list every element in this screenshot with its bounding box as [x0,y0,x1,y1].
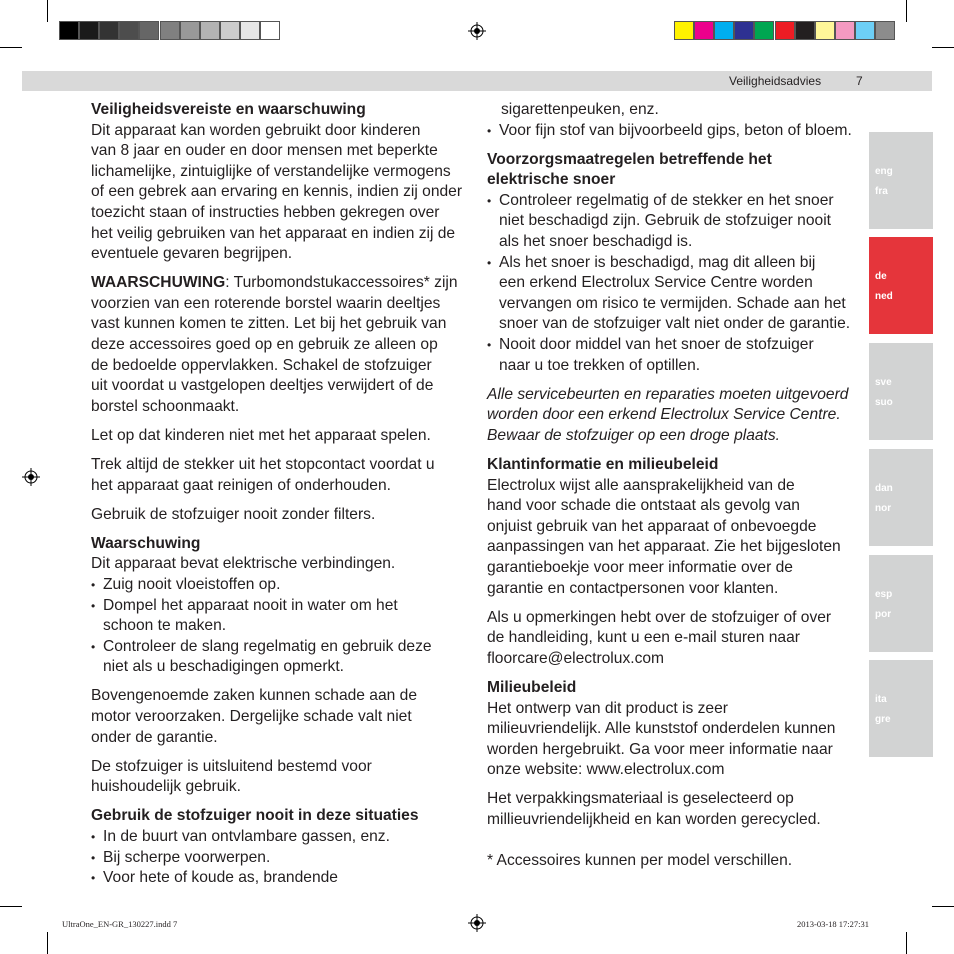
warning-line: deze accessoires goed op en gebruik ze alleen op [91,336,438,354]
language-tab-label: esp [875,589,893,600]
list-item-line: • Nooit door middel van het snoer de stofzuiger [499,336,814,354]
language-tab[interactable] [869,555,933,652]
gray-swatch [220,21,240,40]
language-tab[interactable] [869,449,933,546]
color-swatch [674,21,694,40]
paragraph-damage-line: Bovengenoemde zaken kunnen schade aan de [91,687,417,705]
service-note-line: Alle servicebeurten en reparaties moeten uitgevoerd [487,385,849,403]
gray-swatch [260,21,280,40]
heading-cord-line: Voorzorgsmaatregelen betreffende het [487,150,772,168]
list-item: • Voor fijn stof van bijvoorbeeld gips, beton of bloem. [487,121,867,142]
service-note-line: worden door een erkend Electrolux Service Centre. [487,406,841,424]
list-item-line: • Dompel het apparaat nooit in water om het [103,596,398,614]
paragraph-environment-line: worden hergebruikt. Ga voor meer informatie naar [487,740,833,758]
list-item-line: • Bij scherpe voorwerpen. [103,848,271,866]
language-tab-label: sve [875,377,892,388]
language-tab-label: ned [875,291,893,302]
gray-swatch [79,21,99,40]
language-tab-label: nor [875,503,892,514]
list-item [91,848,471,869]
paragraph-liability-line: hand voor schade die ontstaat als gevolg van [487,497,800,515]
heading-safety: Veiligheidsvereiste en waarschuwing [91,101,366,118]
warning-line: vast kunnen komen te zitten. Let bij het gebruik van [91,315,447,333]
language-tab[interactable] [869,343,933,440]
gray-swatch [99,21,119,40]
warning-line: voorzien van een roterende borstel waarin deeltjes [91,294,441,312]
bullet-list [487,121,867,142]
list-item [91,868,471,889]
heading-environment: Milieubeleid [487,678,577,696]
list-item-line: snoer van de stofzuiger valt niet onder de garantie. [499,315,851,333]
list-item [91,827,471,848]
list-item-line: • Controleer regelmatig of de stekker en het snoer [499,191,834,209]
bullet-list [91,575,471,678]
language-tab-label: ita [875,694,887,705]
crop-mark [932,47,954,48]
crop-mark [932,906,954,907]
paragraph-environment-line: Het ontwerp van dit product is zeer [487,699,728,717]
paragraph-intro-line: van 8 jaar en ouder en door mensen met beperkte [91,142,438,160]
gray-swatch [59,21,79,40]
paragraph-packaging-line: Het verpakkingsmateriaal is geselecteerd op [487,790,794,808]
paragraph-environment-line: milieuvriendelijk. Alle kunststof onderdelen kunnen [487,720,836,738]
color-swatch [714,21,734,40]
language-tab-label: eng [875,166,893,177]
language-tab[interactable] [869,660,933,757]
paragraph-liability-line: aanpassingen van het apparaat. Zie het bijgesloten [487,538,841,556]
list-item-line: • Controleer de slang regelmatig en gebruik deze [103,637,432,655]
footer-file: UltraOne_EN-GR_130227.indd 7 [62,919,178,929]
paragraph-intro-line: toezicht staan of instructies hebben gekregen over [91,203,440,221]
paragraph-packaging-line: millieuvriendelijkheid en kan worden gerecycled. [487,811,821,828]
list-item [487,191,867,253]
heading-situations: Gebruik de stofzuiger nooit in deze situaties [91,807,419,825]
color-swatch [875,21,895,40]
continued-line: sigarettenpeuken, enz. [501,101,659,118]
footnote: * Accessoires kunnen per model verschillen. [487,851,793,869]
crop-mark [906,932,907,954]
language-tab-label: de [875,271,887,282]
gray-swatch [200,21,220,40]
paragraph-intro-line: het veilig gebruiken van het apparaat en indien zij de [91,224,456,242]
list-item-line: • Zuig nooit vloeistoffen op. [103,575,281,593]
list-item [91,596,471,637]
footer-date: 2013-03-18 17:27:31 [797,919,870,929]
color-swatch [795,21,815,40]
language-tab-label: suo [875,397,893,408]
crop-mark [0,906,22,907]
list-item-line: • In de buurt van ontvlambare gassen, enz. [103,828,390,845]
paragraph-filters: Gebruik de stofzuiger nooit zonder filters. [91,505,376,523]
color-swatch [694,21,714,40]
gray-swatch [139,21,159,40]
right-column [487,100,867,871]
list-item [91,575,471,596]
paragraph-intro-line: eventuele gevaren begrijpen. [91,245,293,263]
gray-swatch [240,21,260,40]
color-swatch [835,21,855,40]
warning-text: : Turbomondstukaccessoires* zijn [225,274,458,292]
heading-warning: Waarschuwing [91,534,201,552]
color-swatch [815,21,835,40]
language-tab-label: fra [875,186,888,197]
paragraph-contact-line: de handleiding, kunt u een e-mail sturen naar [487,629,800,647]
list-item [91,637,471,678]
paragraph-liability-line: garantieboekje voor meer informatie over de [487,558,793,576]
bullet-list [91,827,471,889]
gray-swatch [180,21,200,40]
crop-mark [906,0,907,22]
color-swatch [855,21,875,40]
list-item-line: • Voor hete of koude as, brandende [103,869,338,887]
paragraph-plug-line: het apparaat gaat reinigen of onderhouden. [91,476,391,494]
paragraph-plug-line: Trek altijd de stekker uit het stopcontact voordat u [91,456,435,473]
language-tab-label: dan [875,483,893,494]
warning-line: uit voordat u vastgelopen deeltjes verwijdert of de [91,377,434,395]
language-tab-label: por [875,609,892,620]
service-note-line: Bewaar de stofzuiger op een droge plaats. [487,426,781,444]
paragraph-liability-line: onjuist gebruik van het apparaat of onbevoegde [487,517,817,535]
registration-mark-icon [468,914,486,932]
list-item [487,335,867,376]
list-item-line: niet als u beschadigingen opmerkt. [103,658,344,676]
list-item-line: als het snoer beschadigd is. [499,233,693,251]
page-number: 7 [856,74,863,88]
warning-line: borstel schoonmaakt. [91,397,240,415]
paragraph-environment-line: onze website: www.electrolux.com [487,761,725,779]
section-title: Veiligheidsadvies [729,74,822,88]
paragraph-household-line: De stofzuiger is uitsluitend bestemd voor [91,757,372,775]
list-item [487,253,867,335]
heading-cord-line: elektrische snoer [487,171,616,189]
color-swatch [734,21,754,40]
paragraph-damage-line: onder de garantie. [91,728,218,746]
gray-swatch [160,21,180,40]
gray-swatch [119,21,139,40]
paragraph-electric: Dit apparaat bevat elektrische verbindingen. [91,555,396,573]
list-item-line: een erkend Electrolux Service Centre worden [499,274,813,292]
language-tab[interactable] [869,132,933,229]
crop-mark [0,47,22,48]
bullet-list [487,191,867,376]
paragraph-intro-line: of een gebrek aan ervaring en kennis, indien zij onder [91,183,463,201]
paragraph-liability-line: Electrolux wijst alle aansprakelijkheid van de [487,476,795,494]
list-item-line: schoon te maken. [103,617,227,635]
warning-line: de bedoelde oppervlakken. Schakel de stofzuiger [91,356,432,374]
paragraph-contact-line: Als u opmerkingen hebt over de stofzuiger of over [487,608,832,626]
registration-mark-icon [22,468,40,486]
heading-customer: Klantinformatie en milieubeleid [487,456,719,473]
paragraph-household-line: huishoudelijk gebruik. [91,778,241,796]
list-item-line: naar u toe trekken of optillen. [499,356,701,374]
paragraph-liability-line: garantie en contactpersonen voor klanten. [487,579,779,597]
warning-label: WAARSCHUWING [91,274,226,292]
list-item-line: niet beschadigd zijn. Gebruik de stofzuiger nooit [499,212,831,230]
list-item-line: • Als het snoer is beschadigd, mag dit alleen bij [499,253,816,271]
crop-mark [47,0,48,22]
registration-mark-icon [468,22,486,40]
color-swatch [754,21,774,40]
warning-paragraph [91,273,471,294]
list-item-line: vervangen om risico te vermijden. Schade aan het [499,294,846,312]
language-tab[interactable] [869,237,933,334]
paragraph-intro-line: Dit apparaat kan worden gebruikt door kinderen [91,121,421,139]
paragraph-damage-line: motor veroorzaken. Dergelijke schade valt niet [91,708,412,726]
language-tab-label: gre [875,714,891,725]
paragraph-contact-line: floorcare@electrolux.com [487,649,665,667]
color-swatch [775,21,795,40]
paragraph-children: Let op dat kinderen niet met het apparaat spelen. [91,426,431,444]
left-column [91,100,471,889]
paragraph-intro-line: lichamelijke, zintuiglijke of verstandelijke vermogens [91,162,451,180]
crop-mark [47,932,48,954]
